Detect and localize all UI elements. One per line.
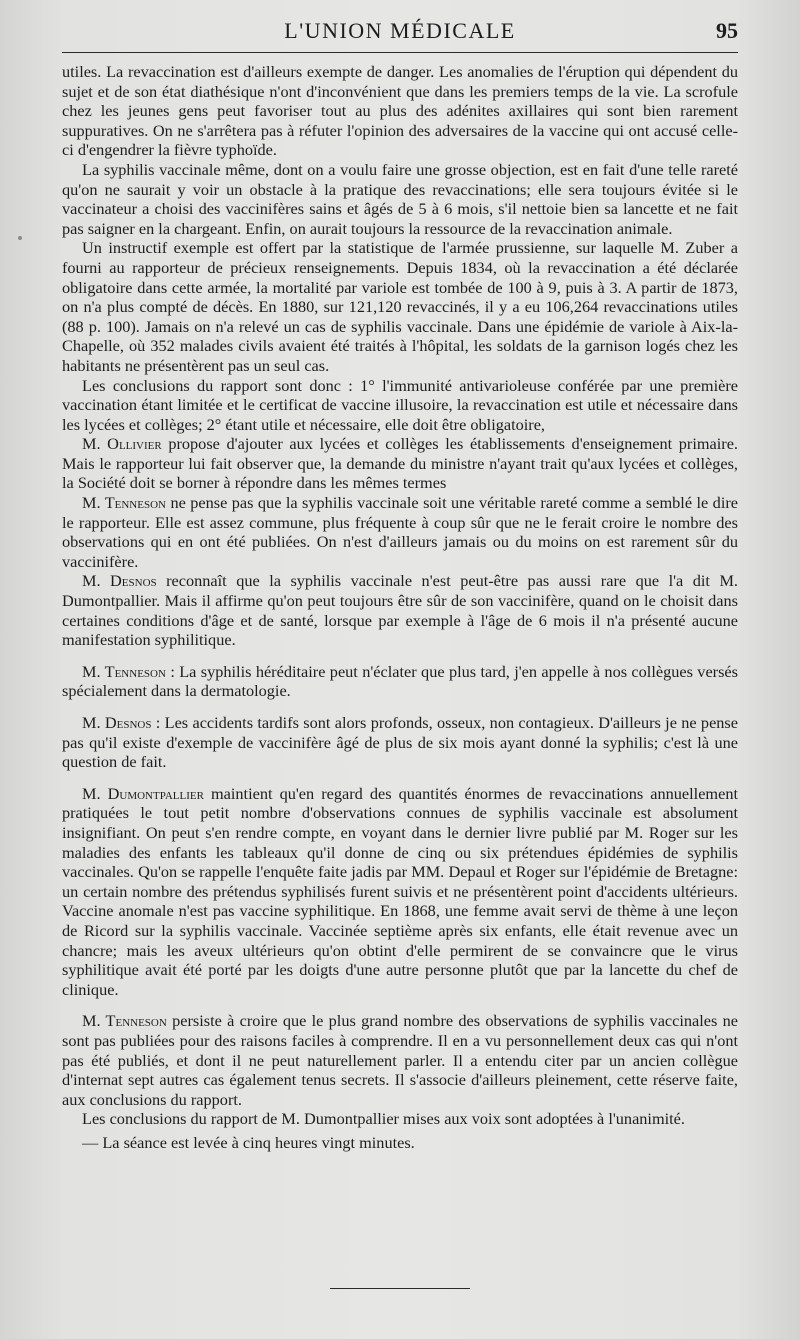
paragraph xyxy=(62,434,738,493)
speaker-name: M. Dumontpallier xyxy=(82,783,204,803)
paper-speck xyxy=(18,236,22,240)
paragraph xyxy=(62,571,738,649)
article-body xyxy=(62,62,738,1152)
paragraph xyxy=(62,1109,738,1129)
speaker-name: M. Tenneson xyxy=(82,1011,167,1031)
paragraph xyxy=(62,238,738,375)
paragraph-text: Les conclusions du rapport sont donc : 1° l'immunité antivarioleuse conférée par une première vaccination étant limitée et le certificat de vaccine illusoire, la revaccination est utile et nécessaire dans les lycées et collèges; 2° étant utile et nécessaire, elle doit être obligatoire, xyxy=(62,375,738,434)
paragraph-text: Un instructif exemple est offert par la statistique de l'armée prussienne, sur laquelle M. Zuber a fourni au rapporteur de précieux renseignements. Depuis 1834, où la revaccination a été déclarée obligatoire dans cette armée, la mortalité par variole est tombée de 100 à 9, puis à 3. A partir de 1873, on n'a plus compté de décès. En 1880, sur 121,120 revaccinés, il y a eu 106,264 revaccinations utiles (88 p. 100). Jamais on n'a relevé un cas de syphilis vaccinale. Dans une épidémie de variole à Aix-la-Chapelle, où 352 malades civils avaient été traités à l'hôpital, les soldats de la garnison logés chez les habitants ne présentèrent pas un seul cas. xyxy=(62,238,738,375)
speaker-name: M. Desnos xyxy=(82,571,157,591)
speaker-name: M. Tenneson xyxy=(82,493,166,513)
paragraph-text: La syphilis vaccinale même, dont on a voulu faire une grosse objection, est en fait d'une telle rareté qu'on ne saurait y voir un obstacle à la pratique des revaccinations; elle sera toujours évitée si le vaccinateur a choisi des vaccinifères sains et âgés de 5 à 6 mois, s'il nettoie bien sa lancette et ne fait pas saigner en la chargeant. Enfin, on aurait toujours la ressource de la revaccination animale. xyxy=(62,159,738,238)
paragraph-text: : La syphilis héréditaire peut n'éclater que plus tard, j'en appelle à nos collègues versés spécialement dans la dermatologie. xyxy=(62,661,738,701)
paragraph xyxy=(62,662,738,701)
paragraph-text: : Les accidents tardifs sont alors profonds, osseux, non contagieux. D'ailleurs je ne pense pas qu'il existe d'exemple de vaccinifère âgé de plus de six mois ayant donné la syphilis; c'est là une question de fait. xyxy=(62,713,738,772)
end-rule xyxy=(330,1288,470,1289)
speaker-name: M. Desnos xyxy=(82,713,152,732)
paragraph xyxy=(62,713,738,772)
paragraph-text: maintient qu'en regard des quantités énormes de revaccinations annuellement pratiquées le tout petit nombre d'observations connues de syphilis vaccinale est absolument insignifiant. On peut s'en rendre compte, en voyant dans le dernier livre publié par M. Roger sur les maladies des enfants les tableaux qu'il donne de cinq ou six prétendues épidémies de syphilis vaccinales. Qu'on se rappelle l'enquête faite jadis par MM. Depaul et Roger sur l'épidémie de Bretagne: un certain nombre des prétendus syphilisés furent suivis et ne présentèrent point d'accidents ultérieurs. Vaccine anomale n'est pas vaccine syphilitique. En 1868, une femme avait servi de thème à une leçon de Ricord sur la syphilis vaccinale. Vaccinée septième après six enfants, elle était revenue avec un chancre; mais les aveux ultérieurs qu'on obtint d'elle permirent de se convaincre que le virus syphilitique avait été porté par les doigts d'une autre personne plutôt que par la lancette du chef de clinique. xyxy=(62,783,738,999)
paragraph xyxy=(62,376,738,435)
paragraph xyxy=(62,62,738,160)
paragraph xyxy=(62,493,738,571)
paragraph-text: utiles. La revaccination est d'ailleurs exempte de danger. Les anomalies de l'éruption qui dépendent du sujet et de son état diathésique n'ont d'inconvénient que dans les premiers temps de la vie. La scrofule chez les jeunes gens peut favoriser tout au plus des adénites axillaires qui sont bien rarement suppuratives. On ne s'arrêtera pas à réfuter l'opinion des adversaires de la vaccine qui ont accusé celle-ci d'engendrer la fièvre typhoïde. xyxy=(62,62,738,160)
closing-line: — La séance est levée à cinq heures vingt minutes. xyxy=(82,1132,415,1152)
page-header xyxy=(0,18,800,46)
page-number: 95 xyxy=(716,18,738,43)
speaker-name: M. Tenneson xyxy=(82,661,166,681)
paragraph-text: Les conclusions du rapport de M. Dumontpallier mises aux voix sont adoptées à l'unanimité. xyxy=(82,1109,685,1129)
paragraph-text: persiste à croire que le plus grand nombre des observations de syphilis vaccinales ne sont pas publiées pour des raisons faciles à comprendre. Il en a vu personnellement deux cas qui n'ont pas été publiés, et dont il ne peut naturellement parler. Il a entendu citer par un ancien collègue d'internat sept autres cas également tenus secrets. Il s'associe d'ailleurs pleinement, cette réserve faite, aux conclusions du rapport. xyxy=(62,1011,738,1109)
header-rule xyxy=(62,52,738,53)
running-title: L'UNION MÉDICALE xyxy=(284,18,516,43)
speaker-name: M. Ollivier xyxy=(82,434,162,454)
paragraph xyxy=(62,1011,738,1109)
paragraph xyxy=(62,160,738,238)
paragraph-text: reconnaît que la syphilis vaccinale n'est peut-être pas aussi rare que l'a dit M. Dumontpallier. Mais il affirme qu'on peut toujours être sûr de son vaccinifère, quand on le choisit dans certaines conditions d'âge et de santé, lorsque par exemple à l'âge de 6 mois il n'a présenté aucune manifestation syphilitique. xyxy=(62,571,738,650)
paragraph xyxy=(62,784,738,1000)
paragraph-text: ne pense pas que la syphilis vaccinale soit une véritable rareté comme a semblé le dire le rapporteur. Elle est assez commune, plus fréquente à coup sûr que ne le ferait croire le nombre des observations qui en ont été publiées. On n'est d'ailleurs jamais ou du moins on est rarement sûr du vaccinifère. xyxy=(62,493,738,571)
paragraph-text: propose d'ajouter aux lycées et collèges les établissements d'enseignement primaire. Mais le rapporteur lui fait observer que, la demande du ministre n'ayant trait qu'aux lycées et collèges, la Société doit se borner à répondre dans les mêmes termes xyxy=(62,434,738,493)
